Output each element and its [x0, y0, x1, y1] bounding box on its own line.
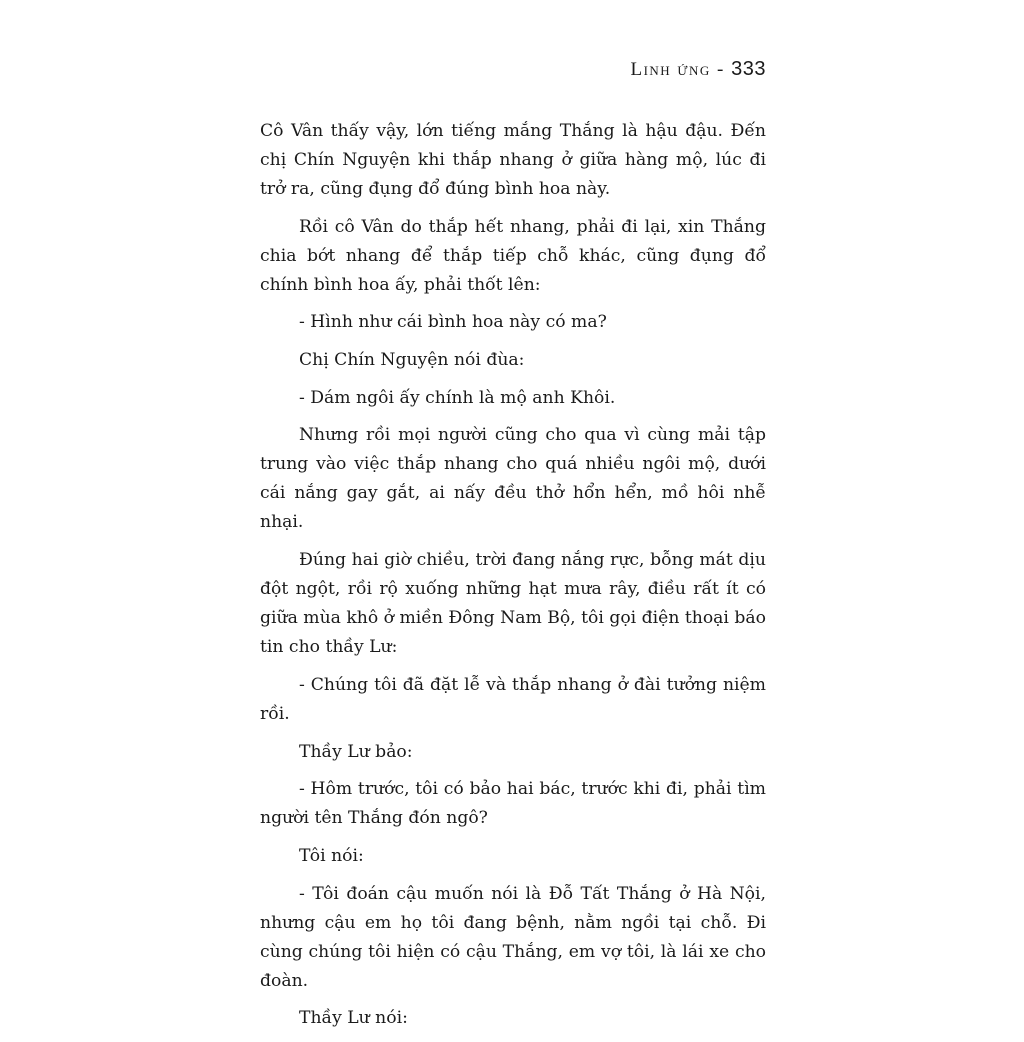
dialogue-line: - Dám ngôi ấy chính là mộ anh Khôi.: [299, 387, 616, 408]
dialogue-line: - Hình như cái bình hoa này có ma?: [299, 312, 607, 333]
paragraph: Đúng hai giờ chiều, trời đang nắng rực, bỗng mát dịu đột ngột, rồi rộ xuống những hạt mưa rây, điều rất ít có giữa mùa khô ở miền Đông Nam Bộ, tôi gọi điện thoại báo tin cho thầy Lư:: [260, 550, 766, 658]
paragraph: Nhưng rồi mọi người cũng cho qua vì cùng mải tập trung vào việc thắp nhang cho quá nhiều ngôi mộ, dưới cái nắng gay gắt, ai nấy đều thở hổn hển, mồ hôi nhễ nhại.: [260, 425, 766, 533]
header-separator: -: [710, 59, 732, 80]
dialogue-line: - Chúng tôi đã đặt lễ và thắp nhang ở đài tưởng niệm rồi.: [260, 674, 766, 724]
running-header: [630, 58, 766, 81]
paragraph: Chị Chín Nguyện nói đùa:: [299, 350, 525, 371]
dialogue-line: - Hôm trước, tôi có bảo hai bác, trước khi đi, phải tìm người tên Thắng đón ngô?: [260, 779, 766, 829]
paragraph: Rồi cô Vân do thắp hết nhang, phải đi lại, xin Thắng chia bớt nhang để thắp tiếp chỗ khác, cũng đụng đổ chính bình hoa ấy, phải thốt lên:: [260, 216, 766, 295]
dialogue-line: - Tôi đoán cậu muốn nói là Đỗ Tất Thắng ở Hà Nội, nhưng cậu em họ tôi đang bệnh, nằm ngồi tại chỗ. Đi cùng chúng tôi hiện có cậu Thắng, em vợ tôi, là lái xe cho đoàn.: [260, 883, 766, 991]
paragraph: Cô Vân thấy vậy, lớn tiếng mắng Thắng là hậu đậu. Đến chị Chín Nguyện khi thắp nhang ở giữa hàng mộ, lúc đi trở ra, cũng đụng đổ đúng bình hoa này.: [260, 121, 766, 199]
paragraph: Thầy Lư bảo:: [299, 741, 413, 762]
body-text: [260, 117, 766, 1042]
paragraph: Thầy Lư nói:: [299, 1008, 408, 1029]
page-number: 333: [731, 58, 766, 80]
chapter-title: Linh ứng: [630, 59, 711, 80]
paragraph: Tôi nói:: [299, 845, 364, 866]
